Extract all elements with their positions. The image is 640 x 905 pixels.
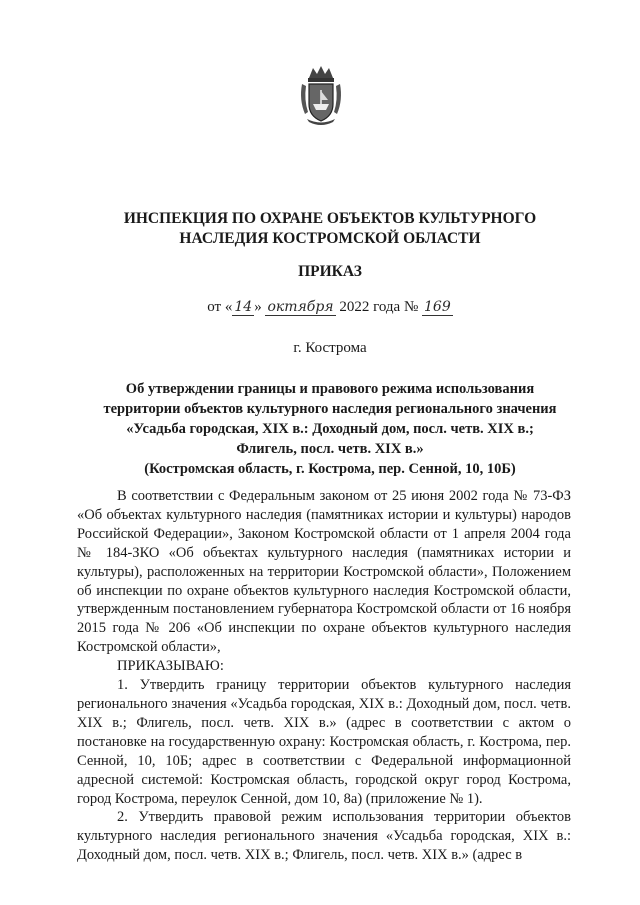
subject-line-1: Об утверждении границы и правового режима использования — [125, 381, 535, 397]
order-body — [77, 487, 571, 865]
document-type: ПРИКАЗ — [298, 263, 362, 280]
coat-of-arms-icon — [299, 64, 343, 126]
city: г. Кострома — [293, 340, 367, 356]
order-item-2: 2. Утвердить правовой режим использования территории объектов культурного наследия регионального значения «Усадьба городская, XIX в.: Доходный дом, посл. четв. XIX в.; Флигель, посл. четв. XIX в.» (адрес в — [77, 809, 571, 864]
date-day-close: » — [254, 299, 262, 315]
organization-title — [60, 209, 600, 249]
subject-line-3: «Усадьба городская, XIX в.: Доходный дом, посл. четв. XIX в.; — [126, 421, 534, 437]
order-word: ПРИКАЗЫВАЮ: — [117, 658, 224, 675]
handwritten-number: 169 — [424, 299, 451, 315]
subject-line-2: территории объектов культурного наследия регионального значения — [103, 401, 557, 417]
date-number-line — [60, 297, 600, 317]
handwritten-day: 14 — [234, 299, 253, 315]
preamble-paragraph: В соответствии с Федеральным законом от 25 июня 2002 года № 73-ФЗ «Об объектах культурного наследия (памятниках истории и культуры) народов Российской Федерации», Законом Костромской области от 1 апреля 2004 года № 184-ЗКО «Об объектах культурного наследия (памятниках истории и культуры), расположенных на территории Костромской области», Положением об инспекции по охране объектов культурного наследия Костромской области, утвержденным постановлением губернатора Костромской области от 16 ноября 2015 года № 206 «Об инспекции по охране объектов культурного наследия Костромской области», — [77, 488, 571, 656]
date-year-number-label: 2022 года № — [339, 299, 419, 315]
org-title-line-2: НАСЛЕДИЯ КОСТРОМСКОЙ ОБЛАСТИ — [179, 230, 481, 247]
date-prefix: от « — [207, 299, 233, 315]
subject-line-4: Флигель, посл. четв. XIX в.» — [236, 441, 424, 457]
org-title-line-1: ИНСПЕКЦИЯ ПО ОХРАНЕ ОБЪЕКТОВ КУЛЬТУРНОГО — [123, 210, 537, 227]
handwritten-month: октября — [267, 299, 334, 315]
order-item-1: 1. Утвердить границу территории объектов культурного наследия регионального значения «Усадьба городская, XIX в.: Доходный дом, посл. четв. XIX в.; Флигель, посл. четв. XIX в.» (адрес в соответствии с актом о постановке на государственную охрану: Костромская область, г. Кострома, пер. Сенной, 10, 10Б; адрес в соответствии с Федеральной информационной адресной системой: Костромская область, городской округ город Кострома, город Кострома, переулок Сенной, дом 10, 8а) (приложение № 1). — [77, 677, 571, 807]
order-subject — [60, 379, 600, 479]
subject-line-5: (Костромская область, г. Кострома, пер. Сенной, 10, 10Б) — [144, 461, 516, 477]
